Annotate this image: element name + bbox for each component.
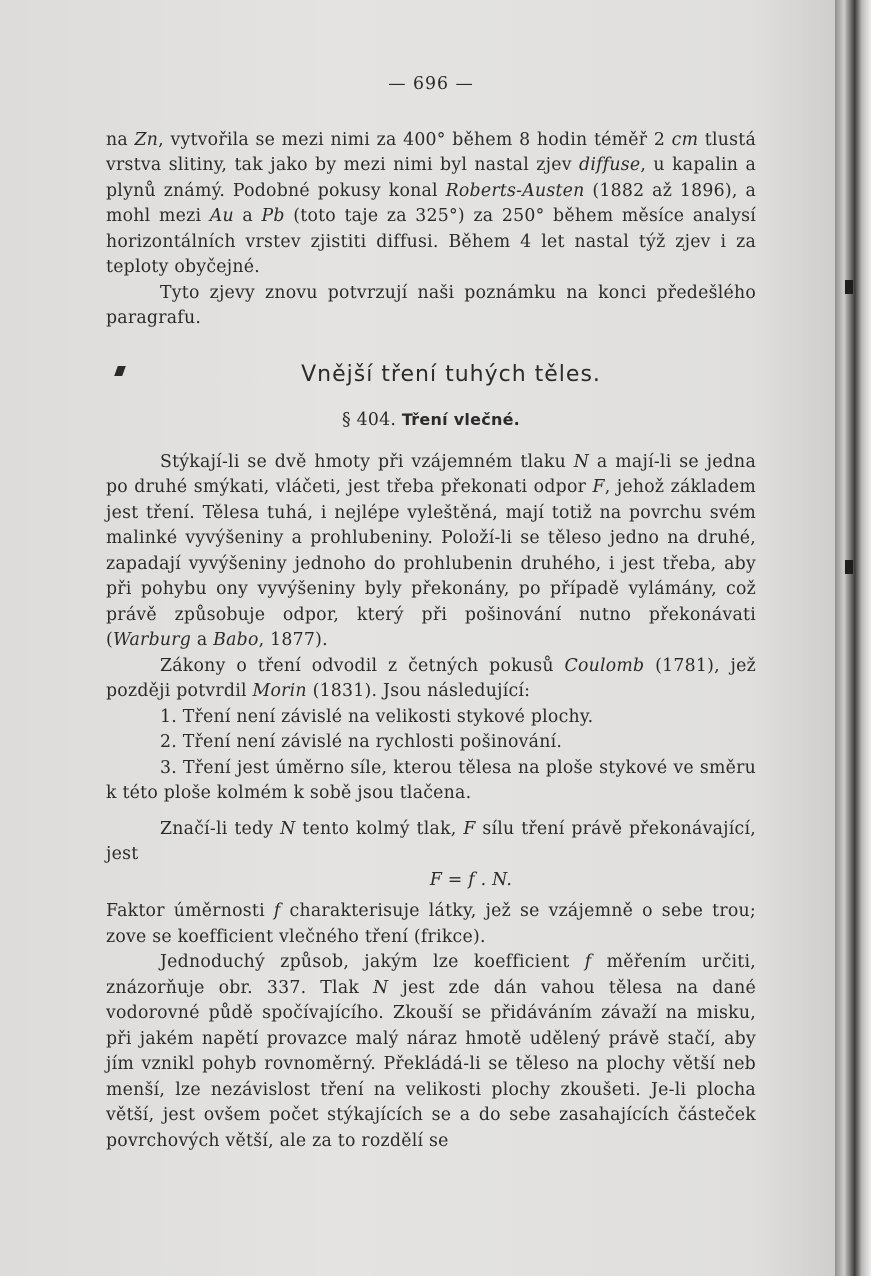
page-number: — 696 — <box>388 74 474 94</box>
paragraph-3: Stýkají-li se dvě hmoty při vzájemném tlaku N a mají-li se jedna po druhé smýkati, vláčeti, jest třeba překonati odpor F, jehož základem jest tření. Tělesa tuhá, i nejlépe vyleštěná, mají totiž na povrchu svém malinké vyvýšeniny a prohlubeniny. Položí-li se těleso jedno na druhé, zapadají vyvýšeniny jednoho do prohlubenin druhého, i jest třeba, aby při pohybu ony vyvýšeniny byly překonány, po případě vylámány, což právě způsobuje odpor, který při pošinování nutno překonávati (Warburg a Babo, 1877). <box>106 451 756 650</box>
paragraph-2: Tyto zjevy znovu potvrzují naši poznámku na konci předešlého paragrafu. <box>106 282 756 328</box>
edge-mark <box>845 560 853 574</box>
section-number: § 404. <box>341 410 397 430</box>
page-content <box>106 72 756 1154</box>
section-title: Tření vlečné. <box>401 410 521 429</box>
edge-mark <box>845 280 853 294</box>
paragraph-7: Jednoduchý způsob, jakým lze koefficient f měřením určiti, znázorňuje obr. 337. Tlak N jest zde dán vahou tělesa na dané vodorovné půdě spočívajícího. Zkouší se přidáváním závaží na misku, při jakém napětí provazce malý náraz hmotě udělený právě stačí, aby jím vznikl pohyb rovnoměrný. Překládá-li se těleso na plochy větší neb menší, lze nezávislost tření na velikosti plochy zkoušeti. Je-li plocha větší, jest ovšem počet stýkajících se a do sebe zasahajících částeček povrchových větší, ale za to rozdělí se <box>106 952 756 1151</box>
paragraph-5: Značí-li tedy N tento kolmý tlak, F sílu tření právě překonávající, jest <box>106 818 756 864</box>
paragraph-6: Faktor úměrnosti f charakterisuje látky, jež se vzájemně o sebe trou; zove se koefficient vlečného tření (frikce). <box>106 901 756 947</box>
law-item: 1. Tření není závislé na velikosti stykové plochy. <box>160 706 594 727</box>
section-header <box>106 407 756 434</box>
paragraph-1: na Zn, vytvořila se mezi nimi za 400° během 8 hodin téměř 2 cm tlustá vrstva slitiny, tak jako by mezi nimi byl nastal zjev diffuse, u kapalin a plynů známý. Podobné pokusy konal Roberts-Austen (1882 až 1896), a mohl mezi Au a Pb (toto taje za 325°) za 250° během měsíce analysí horizontálních vrstev zjistiti diffusi. Během 4 let nastal týž zjev i za teploty obyčejné. <box>106 129 756 277</box>
law-item: 3. Tření jest úměrno síle, kterou tělesa na ploše stykové ve směru k této ploše kolmém k sobě jsou tlačena. <box>106 757 756 803</box>
book-spine-edge <box>835 0 871 1276</box>
chapter-heading: Vnější tření tuhých těles. <box>301 361 601 387</box>
paragraph-4: Zákony o tření odvodil z četných pokusů Coulomb (1781), jež později potvrdil Morin (1831). Jsou následující: <box>106 655 757 701</box>
formula: F = f . N. <box>429 869 513 890</box>
law-item: 2. Tření není závislé na rychlosti pošinování. <box>160 732 563 752</box>
